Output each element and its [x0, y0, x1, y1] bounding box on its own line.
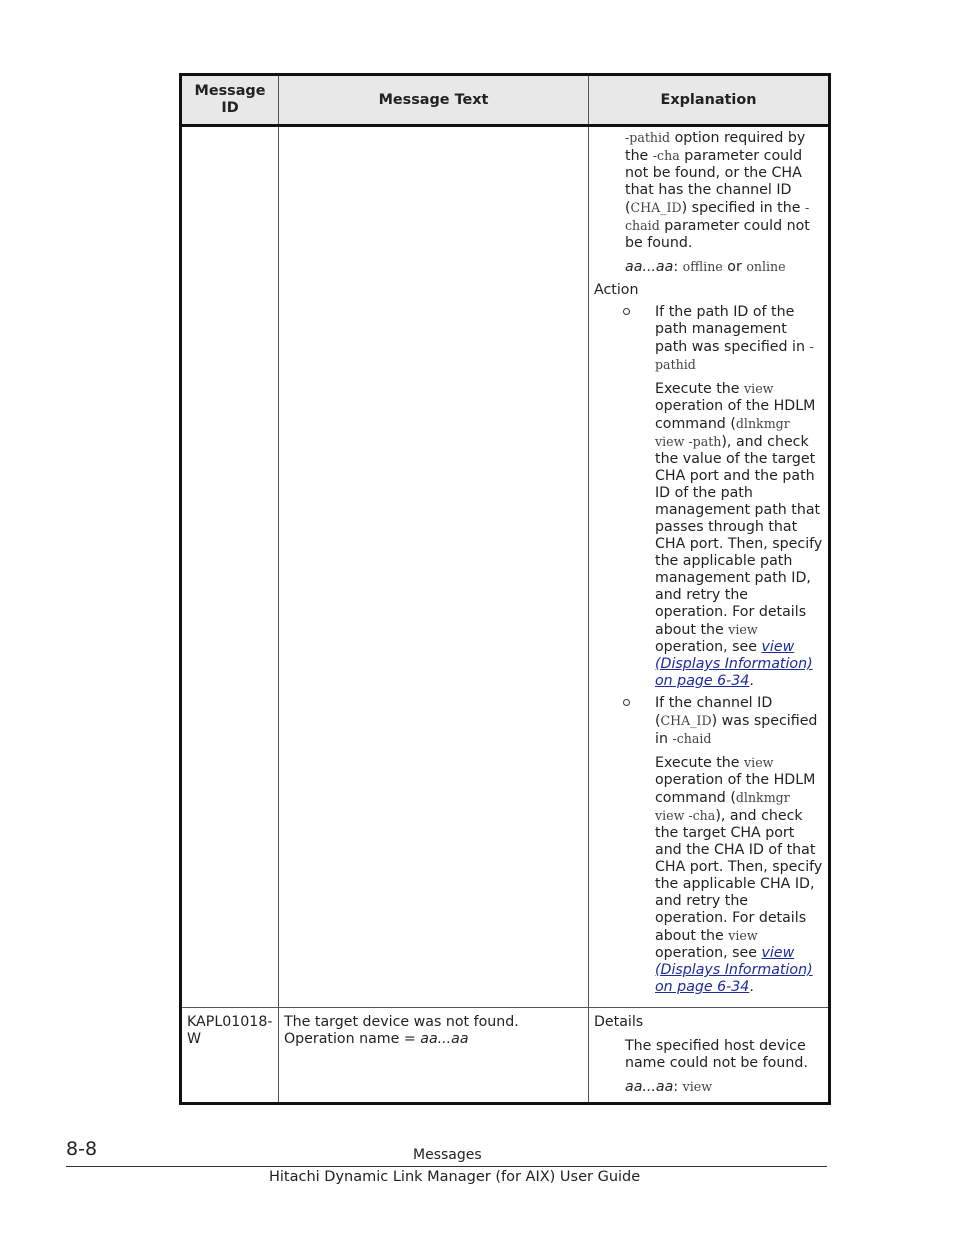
message-id-cell — [181, 126, 279, 1008]
table-row — [181, 1008, 830, 1104]
xref-link-view[interactable]: view (Displays Information) on page 6-34 — [655, 945, 813, 995]
page-number: 8-8 — [66, 1138, 98, 1160]
explanation-cell: Details The specified host device name could not be found. aa...aa: view — [589, 1008, 830, 1104]
header-message-id: Message ID — [181, 75, 279, 126]
header-explanation: Explanation — [589, 75, 830, 126]
action-list — [594, 304, 823, 996]
bullet-circle-icon — [623, 308, 630, 315]
book-title: Hitachi Dynamic Link Manager (for AIX) User Guide — [269, 1169, 641, 1185]
list-item: If the path ID of the path management path was specified in -pathid Execute the view operation of the HDLM command (dlnkmgr view -path), and check the value of the target CHA port and the path ID of the path management path that passes through that CHA port. Then, specify the applicable path management path ID, and retry the operation. For details about the view operation, see view (Displays Information) on page 6-34. — [594, 304, 823, 690]
xref-link-view[interactable]: view (Displays Information) on page 6-34 — [655, 639, 813, 689]
header-message-text: Message Text — [279, 75, 589, 126]
action-heading: Action — [594, 282, 639, 298]
section-title: Messages — [413, 1147, 482, 1163]
explanation-cell — [589, 126, 830, 1008]
message-text-cell — [279, 126, 589, 1008]
explanation-paragraph: -pathid option required by the -cha parameter could not be found, or the CHA that has the channel ID (CHA_ID) specified in the -chaid parameter could not be found. — [625, 130, 810, 251]
variable-definition: aa...aa: offline or online — [625, 259, 786, 275]
footer-divider — [66, 1166, 827, 1167]
message-text-cell: The target device was not found. Operation name = aa...aa — [279, 1008, 589, 1104]
bullet-circle-icon — [623, 699, 630, 706]
table-row — [181, 126, 830, 1008]
message-id-cell: KAPL01018-W — [181, 1008, 279, 1104]
list-item: If the channel ID (CHA_ID) was specified in -chaid Execute the view operation of the HDLM command (dlnkmgr view -cha), and check the target CHA port and the CHA ID of that CHA port. Then, specify the applicable CHA ID, and retry the operation. For details about the view operation, see view (Displays Information) on page 6-34. — [594, 695, 823, 996]
message-table — [179, 73, 831, 1105]
details-heading: Details — [594, 1014, 644, 1030]
